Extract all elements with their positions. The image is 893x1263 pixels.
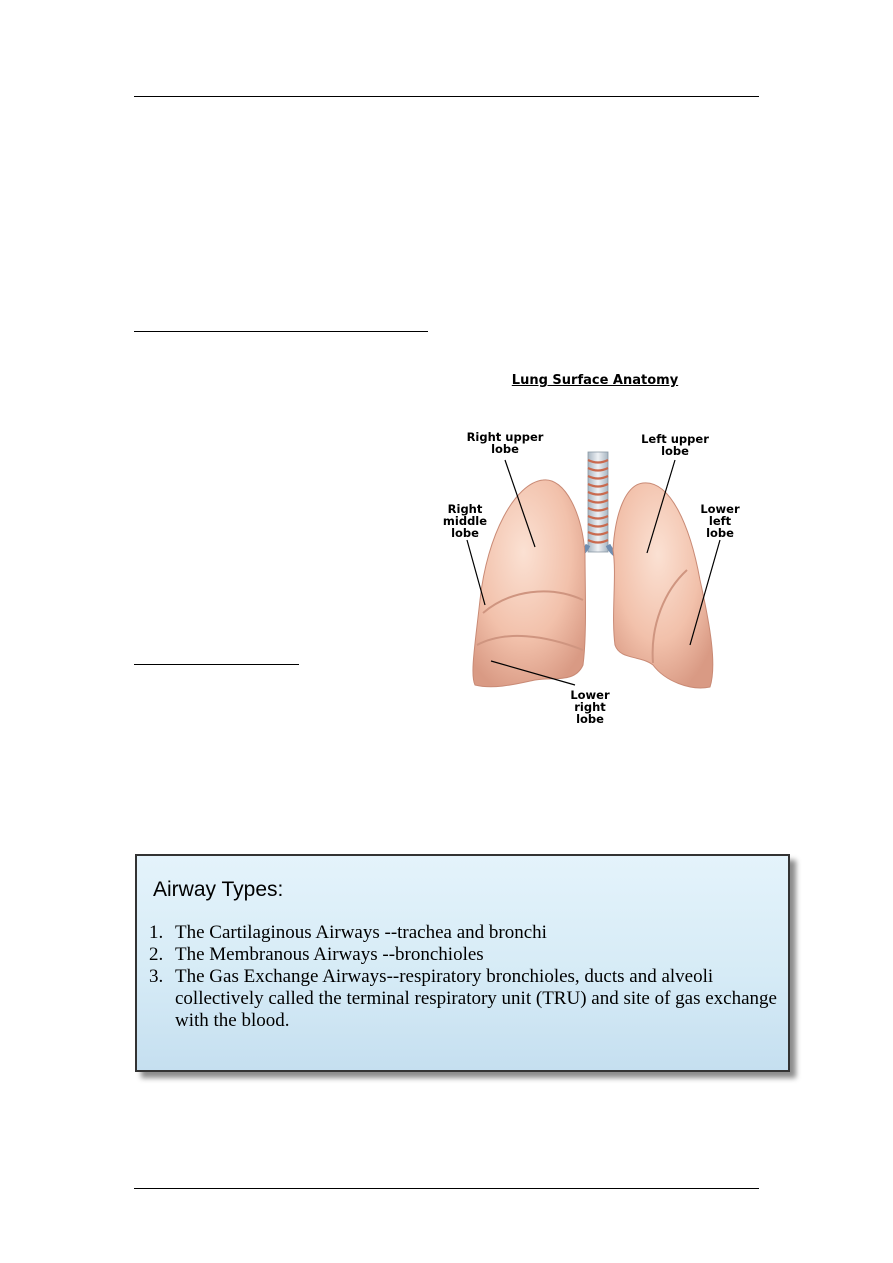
list-item-text: The Membranous Airways --bronchioles (175, 944, 484, 965)
label-right-upper-lobe: Right upper lobe (466, 430, 544, 456)
list-item (149, 966, 788, 1032)
airway-types-title: Airway Types: (153, 878, 284, 901)
section-heading-underline-2 (134, 664, 299, 665)
list-item (149, 944, 788, 966)
list-item-text: The Cartilaginous Airways --trachea and bronchi (175, 922, 547, 943)
lung-anatomy-figure (425, 365, 765, 745)
list-number: 2. (149, 944, 164, 965)
airway-types-list (149, 922, 788, 1032)
label-right-middle-lobe: Right middle lobe (442, 502, 488, 540)
list-number: 1. (149, 922, 164, 943)
list-item (149, 922, 788, 944)
figure-title: Lung Surface Anatomy (511, 373, 679, 388)
footer-rule (134, 1188, 759, 1189)
list-number: 3. (149, 966, 164, 987)
airway-types-box (135, 854, 790, 1072)
header-rule (134, 96, 759, 97)
label-lower-right-lobe: Lower right lobe (570, 688, 610, 726)
label-lower-left-lobe: Lower left lobe (700, 502, 740, 540)
section-heading-underline (134, 331, 428, 332)
label-left-upper-lobe: Left upper lobe (641, 432, 709, 458)
list-item-text: The Gas Exchange Airways--respiratory bronchioles, ducts and alveoli collectively called the terminal respiratory unit (TRU) and site of gas exchange with the blood. (175, 966, 777, 1031)
